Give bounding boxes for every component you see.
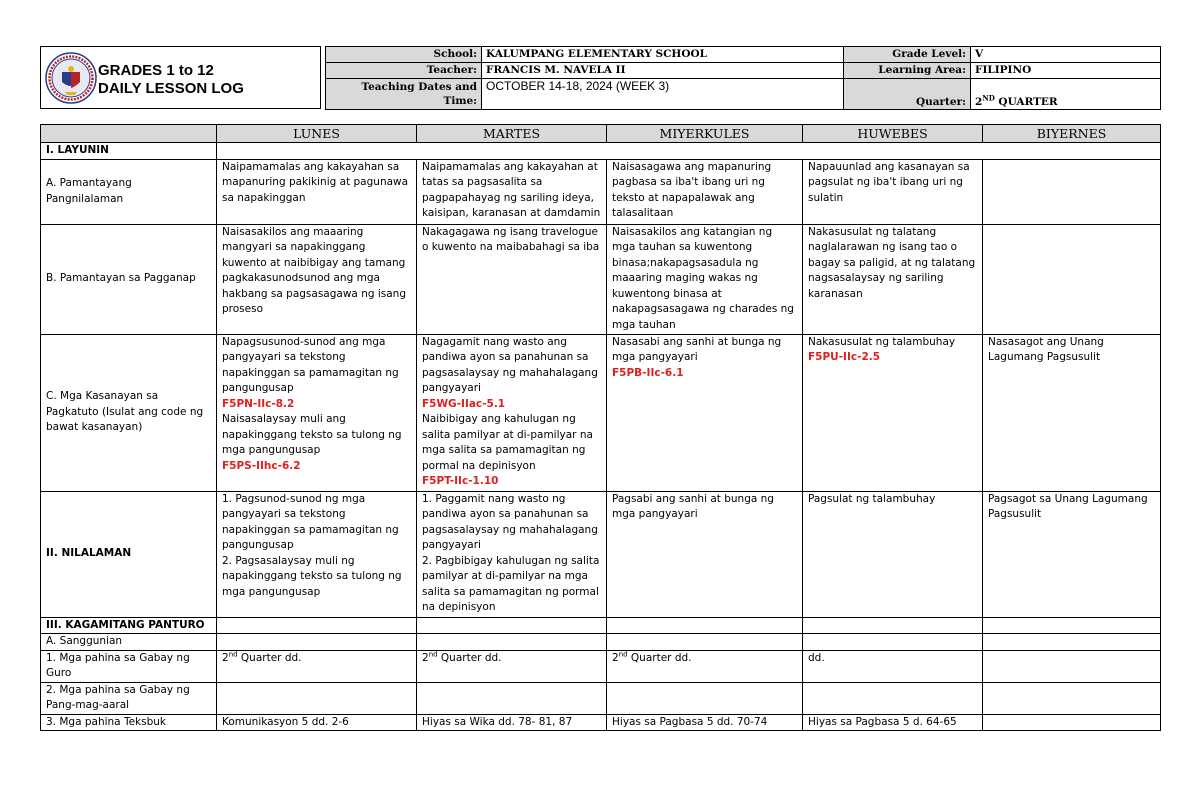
table-row: [41, 224, 1161, 334]
row-label-gabay-guro: 1. Mga pahina sa Gabay ng Guro: [41, 650, 217, 682]
row-label-gabay-mag-aaral: 2. Mga pahina sa Gabay ng Pang-mag-aaral: [41, 682, 217, 714]
cell-kasanayan-lunes: [217, 334, 417, 491]
lesson-log-table: [40, 124, 1161, 731]
kasanayan-martes-text-2: Naibibigay ang kahulugan ng salita pamilyar at di-pamilyar na mga salita sa pamamagitan ng pormal na depinisyon: [422, 413, 593, 472]
table-row: [41, 617, 1161, 634]
row-label-teksbuk: 3. Mga pahina Teksbuk: [41, 714, 217, 731]
cell-gabay-guro-huwebes: dd.: [803, 650, 983, 682]
teaching-dates-label: Teaching Dates and Time:: [326, 79, 482, 110]
table-row: [41, 682, 1161, 714]
gabay-guro-lunes-num: 2: [222, 651, 229, 664]
row-label-pamantayan-sa-pagganap: B. Pamantayan sa Pagganap: [41, 224, 217, 334]
form-title-line2: DAILY LESSON LOG: [98, 80, 244, 97]
cell-nilalaman-huwebes: Pagsulat ng talambuhay: [803, 491, 983, 617]
cell-kagamitan-biyernes: [983, 617, 1161, 634]
cell-gabay-guro-martes: [417, 650, 607, 682]
learning-area-label: Learning Area:: [844, 63, 971, 79]
row-label-pamantayang-pangnilalaman: A. Pamantayang Pangnilalaman: [41, 159, 217, 224]
cell-gabay-mag-aaral-biyernes: [983, 682, 1161, 714]
cell-teksbuk-lunes: Komunikasyon 5 dd. 2-6: [217, 714, 417, 731]
cell-kagamitan-lunes: [217, 617, 417, 634]
school-label: School:: [326, 47, 482, 63]
kasanayan-biyernes-text-1: Nasasagot ang Unang Lagumang Pagsusulit: [988, 335, 1104, 363]
gabay-guro-miyerkules-sup: nd: [618, 650, 628, 658]
form-title-line1: GRADES 1 to 12: [98, 62, 214, 79]
grade-level-label: Grade Level:: [844, 47, 971, 63]
cell-pamantayang-martes: Naipamamalas ang kakayahan at tatas sa pagsasalita sa pagpapahayag ng sariling ideya, kaisipan, karanasan at damdamin: [417, 159, 607, 224]
header-info-table: [325, 46, 1161, 110]
cell-kagamitan-martes: [417, 617, 607, 634]
table-row: [41, 634, 1161, 651]
quarter-text: QUARTER: [994, 96, 1058, 108]
cell-teksbuk-miyerkules: Hiyas sa Pagbasa 5 dd. 70-74: [607, 714, 803, 731]
table-row: [41, 650, 1161, 682]
kasanayan-miyerkules-code-1: F5PB-IIc-6.1: [612, 366, 684, 379]
kasanayan-huwebes-text-1: Nakasusulat ng talambuhay: [808, 335, 956, 348]
cell-nilalaman-lunes: 1. Pagsunod-sunod ng mga pangyayari sa tekstong napakinggan sa pamamagitan ng pangungusap 2. Pagsasalaysay muli ng napakinggang teksto sa tulong ng mga pangungusap: [217, 491, 417, 617]
table-row: [41, 714, 1161, 731]
kasanayan-huwebes-code-1: F5PU-IIc-2.5: [808, 351, 881, 363]
table-row: [41, 491, 1161, 617]
quarter-label: Quarter:: [844, 79, 971, 110]
learning-area-value: FILIPINO: [971, 63, 1161, 79]
kasanayan-lunes-text-1: Napagsusunod-sunod ang mga pangyayari sa tekstong napakinggan sa pamamagitan ng pangungusap: [222, 335, 399, 394]
cell-kasanayan-huwebes: [803, 334, 983, 491]
kasanayan-lunes-text-2: Naisasalaysay muli ang napakinggang teksto sa tulong ng mga pangungusap: [222, 413, 402, 456]
cell-pamantayang-huwebes: Napauunlad ang kasanayan sa pagsulat ng iba't ibang uri ng sulatin: [803, 159, 983, 224]
header-logo-block: [40, 46, 321, 109]
cell-pagganap-miyerkules: Naisasakilos ang katangian ng mga tauhan sa kuwentong binasa;nakapagsasadula ng maaaring maging wakas ng kuwentong binasa at nakapagsasagawa ng charades ng mga tauhan: [607, 224, 803, 334]
cell-teksbuk-huwebes: Hiyas sa Pagbasa 5 d. 64-65: [803, 714, 983, 731]
day-header-biyernes: BIYERNES: [983, 125, 1161, 143]
cell-gabay-mag-aaral-martes: [417, 682, 607, 714]
row-label-sanggunian: A. Sanggunian: [41, 634, 217, 651]
cell-kasanayan-miyerkules: [607, 334, 803, 491]
quarter-number: 2: [975, 96, 983, 108]
cell-sanggunian-martes: [417, 634, 607, 651]
section-layunin-fill: [217, 143, 1161, 160]
quarter-value: [971, 79, 1161, 110]
kasanayan-martes-code-1: F5WG-IIac-5.1: [422, 397, 506, 410]
cell-pagganap-martes: Nakagagawa ng isang travelogue o kuwento na maibabahagi sa iba: [417, 224, 607, 334]
cell-nilalaman-miyerkules: Pagsabi ang sanhi at bunga ng mga pangyayari: [607, 491, 803, 617]
grade-level-value: V: [971, 47, 1161, 63]
cell-pagganap-biyernes: [983, 224, 1161, 334]
cell-pamantayang-biyernes: [983, 159, 1161, 224]
cell-gabay-mag-aaral-miyerkules: [607, 682, 803, 714]
kasanayan-lunes-code-1: F5PN-IIc-8.2: [222, 397, 295, 410]
teacher-value: FRANCIS M. NAVELA II: [482, 63, 844, 79]
row-label-nilalaman: II. NILALAMAN: [41, 491, 217, 617]
row-label-kasanayan: C. Mga Kasanayan sa Pagkatuto (Isulat ang code ng bawat kasanayan): [41, 334, 217, 491]
cell-sanggunian-miyerkules: [607, 634, 803, 651]
gabay-guro-martes-sup: nd: [428, 650, 438, 658]
quarter-ordinal: ND: [982, 93, 995, 103]
cell-sanggunian-lunes: [217, 634, 417, 651]
cell-sanggunian-huwebes: [803, 634, 983, 651]
table-row: [41, 334, 1161, 491]
form-title: [98, 62, 244, 98]
cell-pagganap-lunes: Naisasakilos ang maaaring mangyari sa napakinggang kuwento at naibibigay ang tamang pagkakasunodsunod ang mga hakbang sa pagsasagawa ng isang proseso: [217, 224, 417, 334]
kasanayan-lunes-code-2: F5PS-IIhc-6.2: [222, 459, 301, 472]
kasanayan-miyerkules-text-1: Nasasabi ang sanhi at bunga ng mga pangyayari: [612, 335, 782, 363]
cell-gabay-guro-biyernes: [983, 650, 1161, 682]
cell-pagganap-huwebes: Nakasusulat ng talatang naglalarawan ng isang tao o bagay sa paligid, at ng talatang nagsasalaysay ng sariling karanasan: [803, 224, 983, 334]
day-header-lunes: LUNES: [217, 125, 417, 143]
gabay-guro-martes-num: 2: [422, 651, 429, 664]
cell-pamantayang-lunes: Naipamamalas ang kakayahan sa mapanuring pakikinig at pagunawa sa napakinggan: [217, 159, 417, 224]
gabay-guro-miyerkules-num: 2: [612, 651, 619, 664]
cell-kasanayan-martes: [417, 334, 607, 491]
school-value: KALUMPANG ELEMENTARY SCHOOL: [482, 47, 844, 63]
cell-nilalaman-martes: 1. Paggamit nang wasto ng pandiwa ayon sa panahunan sa pagsasalaysay ng mahahalagang pangyayari 2. Pagbibigay kahulugan ng salita pamilyar at di-pamilyar na mga salita sa pamamagitan ng pormal na depinisyon: [417, 491, 607, 617]
cell-gabay-mag-aaral-lunes: [217, 682, 417, 714]
kasanayan-martes-code-2: F5PT-IIc-1.10: [422, 475, 499, 487]
cell-nilalaman-biyernes: Pagsagot sa Unang Lagumang Pagsusulit: [983, 491, 1161, 617]
cell-gabay-guro-lunes: [217, 650, 417, 682]
cell-gabay-mag-aaral-huwebes: [803, 682, 983, 714]
day-header-miyerkules: MIYERKULES: [607, 125, 803, 143]
gabay-guro-miyerkules-rest: Quarter dd.: [627, 651, 692, 664]
section-layunin: I. LAYUNIN: [41, 143, 217, 160]
table-row: [41, 159, 1161, 224]
deped-seal-icon: [45, 52, 97, 104]
cell-kasanayan-biyernes: [983, 334, 1161, 491]
cell-teksbuk-martes: Hiyas sa Wika dd. 78- 81, 87: [417, 714, 607, 731]
cell-kagamitan-miyerkules: [607, 617, 803, 634]
gabay-guro-martes-rest: Quarter dd.: [437, 651, 502, 664]
teacher-label: Teacher:: [326, 63, 482, 79]
section-kagamitan: III. KAGAMITANG PANTURO: [41, 617, 217, 634]
day-header-martes: MARTES: [417, 125, 607, 143]
cell-pamantayang-miyerkules: Naisasagawa ang mapanuring pagbasa sa iba't ibang uri ng teksto at napapalawak ang talasalitaan: [607, 159, 803, 224]
cell-gabay-guro-miyerkules: [607, 650, 803, 682]
cell-teksbuk-biyernes: [983, 714, 1161, 731]
cell-sanggunian-biyernes: [983, 634, 1161, 651]
teaching-dates-value: OCTOBER 14-18, 2024 (WEEK 3): [482, 79, 844, 110]
gabay-guro-lunes-rest: Quarter dd.: [237, 651, 302, 664]
corner-header-cell: [41, 125, 217, 143]
gabay-guro-lunes-sup: nd: [228, 650, 238, 658]
day-header-huwebes: HUWEBES: [803, 125, 983, 143]
cell-kagamitan-huwebes: [803, 617, 983, 634]
kasanayan-martes-text-1: Nagagamit nang wasto ang pandiwa ayon sa panahunan sa pagsasalaysay ng mahahalagang pangyayari: [422, 335, 598, 394]
